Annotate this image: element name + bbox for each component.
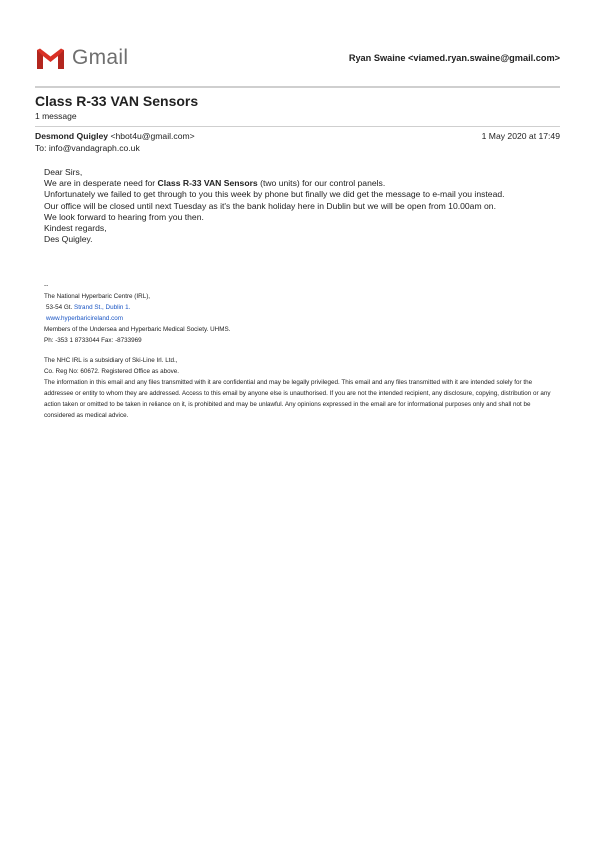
signature-address: 53-54 Gt. Strand St., Dublin 1. — [46, 304, 131, 311]
product-name: Class R-33 VAN Sensors — [157, 178, 258, 189]
sender-line — [35, 131, 195, 141]
body-line-lookforward: We look forward to hearing from you then. — [44, 211, 204, 222]
body-line-phone: Unfortunately we failed to get through to you this week by phone but finally we did get the message to e-mail you instead. — [44, 189, 505, 200]
sender-email: <hbot4u@gmail.com> — [110, 131, 195, 141]
signature-disclaimer: The information in this email and any files transmitted with it are confidential and may be legally privileged. This email and any files transmitted with it are intended solely for the addressee or entity to whom they are addressed. Access to this email by anyone else is unauthorised. If you are not the intended recipient, any disclosure, copying, distribution or any action taken or omitted to be taken in reliance on it, is prohibited and may be unlawful. Any opinions expressed in the email are for informational purposes only and shall not be considered as medical advice. — [44, 379, 551, 419]
sender-name: Desmond Quigley — [35, 131, 109, 141]
account-address: Ryan Swaine <viamed.ryan.swaine@gmail.com> — [348, 53, 560, 63]
message-count: 1 message — [35, 111, 77, 121]
header-divider — [35, 86, 560, 88]
address-link[interactable]: Strand St., Dublin 1. — [74, 304, 131, 311]
signature-block — [44, 280, 559, 421]
thread-subject: Class R-33 VAN Sensors — [35, 93, 199, 109]
gmail-envelope-icon — [35, 47, 66, 70]
message-date: 1 May 2020 at 17:49 — [481, 131, 560, 141]
gmail-wordmark: Gmail — [72, 46, 129, 69]
subject-divider — [35, 126, 560, 127]
signature-registration: Co. Reg No: 60672. Registered Office as above. — [44, 368, 179, 375]
gmail-logo — [35, 46, 128, 70]
signature-separator: -- — [44, 282, 49, 289]
body-line-request: We are in desperate need for Class R-33 VAN Sensors (two units) for our control panels. — [44, 178, 386, 189]
signoff-name: Des Quigley. — [44, 234, 93, 245]
recipient-line: To: info@vandagraph.co.uk — [35, 143, 140, 153]
signature-phone: Ph: -353 1 8733044 Fax: -8733969 — [44, 337, 142, 344]
closing: Kindest regards, — [44, 223, 107, 234]
signature-membership: Members of the Undersea and Hyperbaric Medical Society. UHMS. — [44, 326, 231, 333]
signature-subsidiary: The NHC IRL is a subsidiary of Ski-Line Irl. Ltd., — [44, 357, 178, 364]
website-link[interactable]: www.hyperbaricireland.com — [46, 315, 123, 322]
message-body — [44, 167, 559, 245]
signature-org: The National Hyperbaric Centre (IRL), — [44, 293, 151, 300]
signature-website — [44, 313, 559, 324]
greeting: Dear Sirs, — [44, 167, 83, 177]
body-line-office: Our office will be closed until next Tuesday as it's the bank holiday here in Dublin but we will be open from 10.00am on. — [44, 200, 496, 211]
